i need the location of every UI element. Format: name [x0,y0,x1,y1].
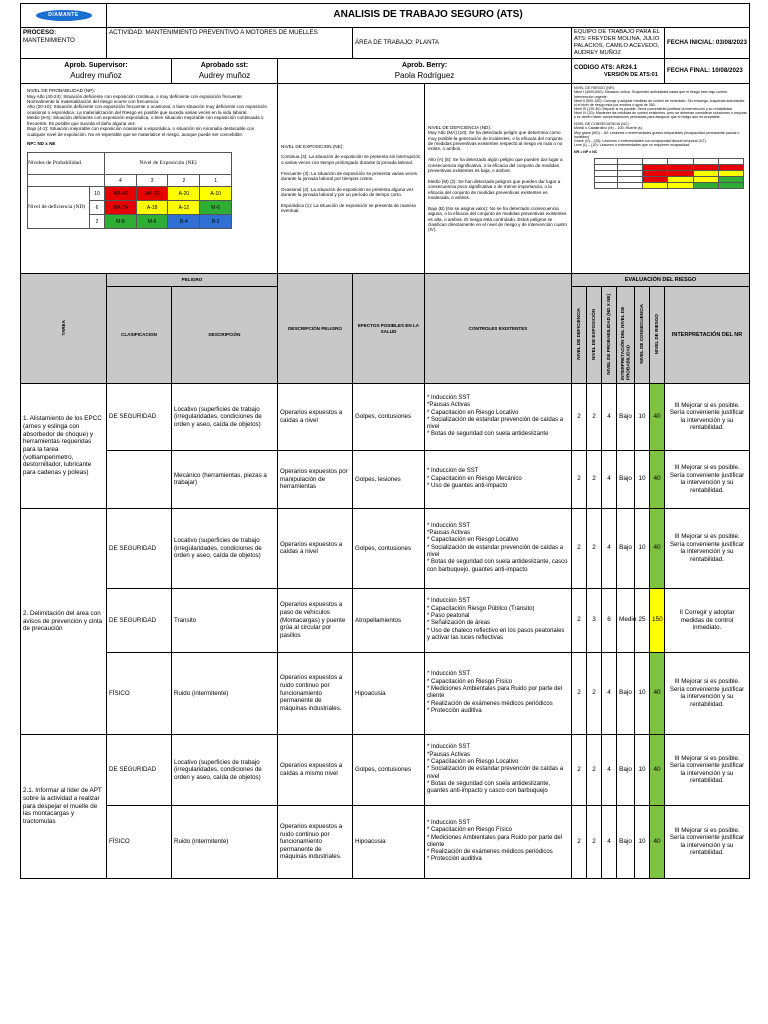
sst-cell [172,59,278,84]
table-row [21,734,750,805]
probability-criteria [21,84,278,274]
nivel-riesgo-text: NIVEL DE RIESGO (NR): Nivel I (4000-600): Situación crítica. Suspender actividades hasta que el riesgo esté bajo control. Intervención urgente. Nivel II (500-150): Corregir y adoptar medidas de control de inmediato. Sin embargo, suspenda actividades si el nivel de riesgo está por encima o igual de 360. Nivel III (120-40): Mejorar si es posible. Sería conveniente justificar la intervención y su rentabilidad. Nivel IV (20): Mantener las medidas de control existentes, pero se deberían considerar soluciones o mejoras y se deben hacer comprobaciones periódicas para asegurar que el riesgo aún es aceptable. [574,86,747,120]
ne-cell: 2 [587,508,602,588]
desc-peligro-cell: Operarios expuestos a paso de vehículos (Montacargas) y puente grúa al circular por pasillos [278,588,353,652]
interp-np-cell: Bajo [617,805,635,878]
clasificacion-cell [107,450,172,508]
nd-cell: 2 [572,652,587,734]
clasificacion-cell: FÍSICO [107,805,172,878]
efectos-cell: Atropellamientos [353,588,425,652]
nd-cell: 2 [572,508,587,588]
clasificacion-cell: DE SEGURIDAD [107,383,172,450]
desc-peligro-cell: Operarios expuestos a caídas a mismo nivel [278,734,353,805]
actividad-cell: ACTIVIDAD: MANTENIMIENTO PREVENTIVO A MOTORES DE MUELLES [107,28,353,59]
ne-cell: 2 [587,450,602,508]
peligro-header: PELIGRO [107,274,278,287]
nr-cell: 40 [650,383,665,450]
np-cell: 4 [602,450,617,508]
table-row [21,588,750,652]
berry-name: Paola Rodríguez [394,70,455,80]
level-cell: MA-24 [105,201,137,215]
controles-cell: * Inducción SST * Capacitación en Riesgo Físico * Mediciones Ambientales para Ruido por parte del cliente * Realización de exámenes médicos periódicos * Protección auditiva [425,652,572,734]
sst-name: Audrey muñoz [198,70,251,80]
nr-cell: 40 [650,450,665,508]
nd-header: NIVEL DE DEFICIENCIA [572,287,587,384]
interp-np-cell: Bajo [617,652,635,734]
nc-cell: 10 [635,383,650,450]
desc-peligro-cell: Operarios expuestos a ruido continuo por funcionamiento permanente de máquinas industriales. [278,652,353,734]
interp-np-cell: Medio [617,588,635,652]
descripcion-cell: Locativo (superficies de trabajo (irregularidades, condiciones de orden y aseo, caída de objetos) [172,383,278,450]
table-row [21,383,750,450]
desc-peligro-cell: Operarios expuestos a caídas a nivel [278,383,353,450]
level-cell: A-12 [168,201,200,215]
np-cell: 4 [602,383,617,450]
nd-cell: 2 [572,588,587,652]
ne-cell: 2 [587,734,602,805]
exposure-criteria [278,84,425,274]
codigo-cell [572,59,665,84]
level-cell: B-4 [168,215,200,229]
controles-cell: * Inducción SST *Pausas Activas * Capacitación en Riesgo Locativo * Socialización de estandar prevención de caídas a nivel * Botas de seguridad con suela antideslizante, casco con barbuquejo, guantes anti-impacto [425,508,572,588]
risk-criteria [572,84,750,274]
prob-levels-label: Niveles de Probabilidad [28,153,105,175]
nd-value: 6 [90,201,105,215]
controles-cell: * Inducción de SST * Capacitación en Riesgo Mecánico * Uso de guantes anti-impacto [425,450,572,508]
nc-cell: 10 [635,734,650,805]
np-header: NIVEL DE PROBABILIDAD (ND X NE) [602,287,617,384]
task-cell: 1. Alistamiento de los EPCC (arnes y eslinga con absorbedor de choque) y herramientas requeridas para la tarea (voltiamperimetro, destornillador, lubricante para cadenas y poleas) [21,383,107,508]
descripcion-cell: Mecánico (herramientas, piezas a trabajar) [172,450,278,508]
ats-table [20,3,750,879]
desc-peligro-header: DESCRIPCIÓN PELIGRO [278,274,353,384]
level-cell: M-6 [136,215,168,229]
supervisor-label: Aprob. Supervisor: [64,62,128,70]
nd-cell: 2 [572,383,587,450]
berry-cell [278,59,572,84]
interp-nr-cell: III Mejorar si es posible. Sería conveniente justificar la intervención y su rentabilidad. [665,508,750,588]
clasificacion-cell: FÍSICO [107,652,172,734]
clasificacion-cell: DE SEGURIDAD [107,508,172,588]
codigo-ats: CODIGO ATS: AR24.1 [574,63,638,71]
deficiency-criteria [425,84,572,274]
exposure-header: 3 [136,175,168,187]
interp-nr-cell: III Mejorar si es posible. Sería conveniente justificar la intervención y su rentabilidad. [665,805,750,878]
descripcion-cell: Transito [172,588,278,652]
level-cell: B-2 [200,215,232,229]
efectos-cell: Golpes, lesiones [353,450,425,508]
efectos-cell: Hipoacusia [353,805,425,878]
fecha-inicial: FECHA INICIAL: 03/08/2023 [665,28,750,59]
controles-cell: * Inducción SST *Pausas Activas * Capacitación en Riesgo Locativo * Socialización de estandar prevención de caídas a nivel * Botas de seguridad con suela antideslizante [425,383,572,450]
area-cell: ÁREA DE TRABAJO: PLANTA [353,28,572,59]
interp-nr-cell: III Mejorar si es posible. Sería conveniente justificar la intervención y su rentabilidad. [665,652,750,734]
descripcion-cell: Locativo (superficies de trabajo (irregularidades, condiciones de orden y aseo, caída de objetos) [172,508,278,588]
level-cell: A-20 [168,187,200,201]
nd-cell: 2 [572,805,587,878]
interp-nr-cell: III Mejorar si es posible. Sería conveniente justificar la intervención y su rentabilidad. [665,734,750,805]
interp-np-cell: Bajo [617,383,635,450]
level-cell: MA-30 [136,187,168,201]
clasificacion-header: CLASIFICACION [107,287,172,384]
np-cell: 4 [602,508,617,588]
interp-nr-cell: III Mejorar si es posible. Sería conveniente justificar la intervención y su rentabilidad. [665,450,750,508]
sst-label: Aprobado sst: [200,62,249,70]
np-cell: 6 [602,588,617,652]
tarea-header: TAREA [21,274,107,384]
nc-cell: 10 [635,508,650,588]
level-cell: A-10 [200,187,232,201]
ne-header: NIVEL DE EXPOSICIÓN [587,287,602,384]
ne-cell: 2 [587,383,602,450]
nr-header: NIVEL DE RIESGO [650,287,665,384]
np-cell: 4 [602,652,617,734]
nr-cell: 40 [650,734,665,805]
nc-cell: 25 [635,588,650,652]
probabilidad-text: NIVEL DE PROBABILIDAD (NP): Muy Alto (40-24): Situación deficiente con exposición continua, o muy deficiente con exposición frecuente. Normalmente la materialización del riesgo ocurre con frecuencia. Alto (20-10): Situación deficiente con exposición frecuente u ocasional, o bien situación muy deficiente con exposición ocasional o esporádica. La materialización del Riesgo es posible que suceda varias veces en la vida laboral. Medio (8-6): Situación deficiente con exposición esporádica, o bien situación mejorable con exposición continuada o frecuente. Es posible que suceda el daño alguna vez. Bajo (4-2): Situación mejorable con exposición ocasional o esporádica, o situación sin Anomalía destacable con cualquier nivel de exposición. No es esperable que se materialice el riesgo, aunque puede ser concebible. [27,88,268,137]
interp-nr-cell: III Mejorar si es posible. Sería conveniente justificar la intervención y su rentabilidad. [665,383,750,450]
equipo-cell: EQUIPO DE TRABAJO PARA EL ATS: FREYDER MOLINA, JULIO PALACIOS, CAMILO ACEVEDO, AUDREY MUÑOZ [572,28,665,59]
exp-levels-label: Nivel de Exposición (NE) [105,153,232,175]
controles-cell: * Inducción SST * Capacitación en Riesgo Físico * Mediciones Ambientales para Ruido por parte del cliente * Realización de exámenes médicos periódicos * Protección auditiva [425,805,572,878]
nr-cell: 40 [650,508,665,588]
nd-cell: 2 [572,450,587,508]
level-cell: M-8 [105,215,137,229]
nd-value: 2 [90,215,105,229]
nd-value: 10 [90,187,105,201]
task-cell: 2. Delimitación del área con avisos de prevención y cinta de precaución [21,508,107,734]
nc-cell: 10 [635,805,650,878]
descripcion-header: DESCRIPCIÓN [172,287,278,384]
efectos-header: EFECTOS POSIBLES EN LA SALUD [353,274,425,384]
interp-nr-cell: II Corregir y adoptar medidas de control inmediato. [665,588,750,652]
descripcion-cell: Ruido (intermitente) [172,805,278,878]
levels-matrix [27,152,232,229]
supervisor-name: Audrey muñoz [70,70,122,80]
table-row [21,652,750,734]
exposure-header: 1 [200,175,232,187]
interp-np-cell: Bajo [617,508,635,588]
evaluacion-header: EVALUACIÓN DEL RIESGO [572,274,750,287]
clasificacion-cell: DE SEGURIDAD [107,588,172,652]
exposicion-text: NIVEL DE EXPOSICION (NE): Continua (4): La situación de exposición se presenta sin interrupción o varias veces con tiempo prolongado durante la jornada laboral. Frecuente (3): La situación de exposición se presenta varias veces durante la jornada laboral por tiempos cortos. Ocasional (2): La situación de exposición se presenta alguna vez durante la jornada laboral y por un período de tiempo corto. Esporádica (1): La situación de exposición se presenta de manera eventual. [281,143,421,214]
table-row [21,450,750,508]
ne-cell: 2 [587,652,602,734]
proceso-value: MANTENIMIENTO [23,36,75,44]
nr-cell: 150 [650,588,665,652]
berry-label: Aprob. Berry: [401,62,448,70]
deficiencia-text: NIVEL DE DEFICIENCIA (ND): Muy Alto (MA) (10): Se ha detectado peligro que determina como muy posible la generación de incidentes, o la eficacia del conjunto de medidas preventivas existentes respecto al riesgo es nula o no existe, o ambos. Alto (A) (6): Se ha detectado algún peligro que pueden dar lugar a consecuencia significativa, o la eficacia del conjunto de medidas preventivas existentes es baja, o ambos. Medio (M) (2): Se han detectado peligros que pueden dar lugar a consecuencia poco significativa o de menor importancia, o la eficacia del conjunto de medidas preventivas existentes es moderada, o ambos. Bajo (B) (No se asigna valor): No se ha detectado consecuencia alguna, o la eficacia del conjunto de medidas preventivas existentes es alta, o ambos. El riesgo está controlado. Estos peligros se clasifican directamente en el nivel de riesgo y de intervención cuatro (IV). [428,124,567,233]
descripcion-cell: Ruido (intermitente) [172,652,278,734]
nr-formula: NR = NP x NC [574,150,598,154]
level-cell: M-6 [200,201,232,215]
desc-peligro-cell: Operarios expuestos a ruido continuo por funcionamiento permanente de máquinas industriales. [278,805,353,878]
efectos-cell: Golpes, contusiones [353,508,425,588]
nr-cell: 40 [650,805,665,878]
np-cell: 4 [602,805,617,878]
proceso-label: PROCESO: [23,29,57,36]
proceso-cell [21,28,107,59]
controles-header: CONTROLES EXISTENTES [425,274,572,384]
efectos-cell: Golpes, contusiones [353,383,425,450]
document-title: ANALISIS DE TRABAJO SEGURO (ATS) [107,4,750,28]
descripcion-cell: Locativo (superficies de trabajo (irregularidades, condiciones de orden y aseo, caída de objetos) [172,734,278,805]
nc-cell: 10 [635,450,650,508]
task-cell: 2.1. Informar al líder de APT sobre la actividad a realizar para despejar el muelle de las montacargas y tractomulas [21,734,107,878]
exposure-header: 4 [105,175,137,187]
nc-cell: 10 [635,652,650,734]
np-cell: 4 [602,734,617,805]
interp-np-cell: Bajo [617,734,635,805]
version-ats: VERSIÓN DE ATS:01 [604,72,658,79]
consecuencia-text: NIVEL DE CONSECUENCIA (NC): Mortal o Catastrófico (M) – 100: Muerte (s). Muy grave (MG) – 60: Lesiones o enfermedades graves irreparables (Incapacidad permanente parcial o invalidez). Grave (G) – (25): Lesiones o enfermedades con incapacidad laboral temporal (ILT). Leve (L) – (10): Lesiones o enfermedades que no requieren incapacidad. [574,122,740,147]
nr-cell: 40 [650,652,665,734]
level-cell: MA-40 [105,187,137,201]
interp-np-header: INTERPRETACIÓN DEL NIVEL DE PROBABILIDAD [617,287,635,384]
efectos-cell: Hipoacusia [353,652,425,734]
logo-cell [21,4,107,28]
nc-header: NIVEL DE CONSECUENCIA [635,287,650,384]
clasificacion-cell: DE SEGURIDAD [107,734,172,805]
level-cell: A-18 [136,201,168,215]
nr-mini-matrix [594,158,744,189]
def-levels-label: Nivel de deficiencia (ND) [28,187,90,229]
fecha-final: FECHA FINAL: 10/08/2023 [665,59,750,84]
company-logo: DIAMANTE [36,10,92,21]
table-row [21,805,750,878]
exposure-header: 2 [168,175,200,187]
supervisor-cell [21,59,172,84]
interp-nr-header: INTERPRETACIÓN DEL NR [665,287,750,384]
nd-cell: 2 [572,734,587,805]
table-row [21,508,750,588]
ne-cell: 2 [587,805,602,878]
np-formula: NP= ND x NE [27,140,56,146]
controles-cell: * Inducción SST *Pausas Activas * Capacitación en Riesgo Locativo * Socialización de estandar prevención de caídas a nivel * Botas de seguridad con suela antideslizante, guantes anti-impacto y casco con barbuquejo [425,734,572,805]
desc-peligro-cell: Operarios expuestos por manipulación de herramientas [278,450,353,508]
efectos-cell: Golpes, contusiones [353,734,425,805]
interp-np-cell: Bajo [617,450,635,508]
ats-sheet [20,3,749,879]
controles-cell: * Inducción SST * Capacitación Riesgo Público (Tránsito) * Paso peatonal * Señalización de áreas * Uso de chaleco reflectivo en los pasos peatonales y activar las luces reflectivas [425,588,572,652]
ne-cell: 3 [587,588,602,652]
desc-peligro-cell: Operarios expuestos a caídas a nivel [278,508,353,588]
